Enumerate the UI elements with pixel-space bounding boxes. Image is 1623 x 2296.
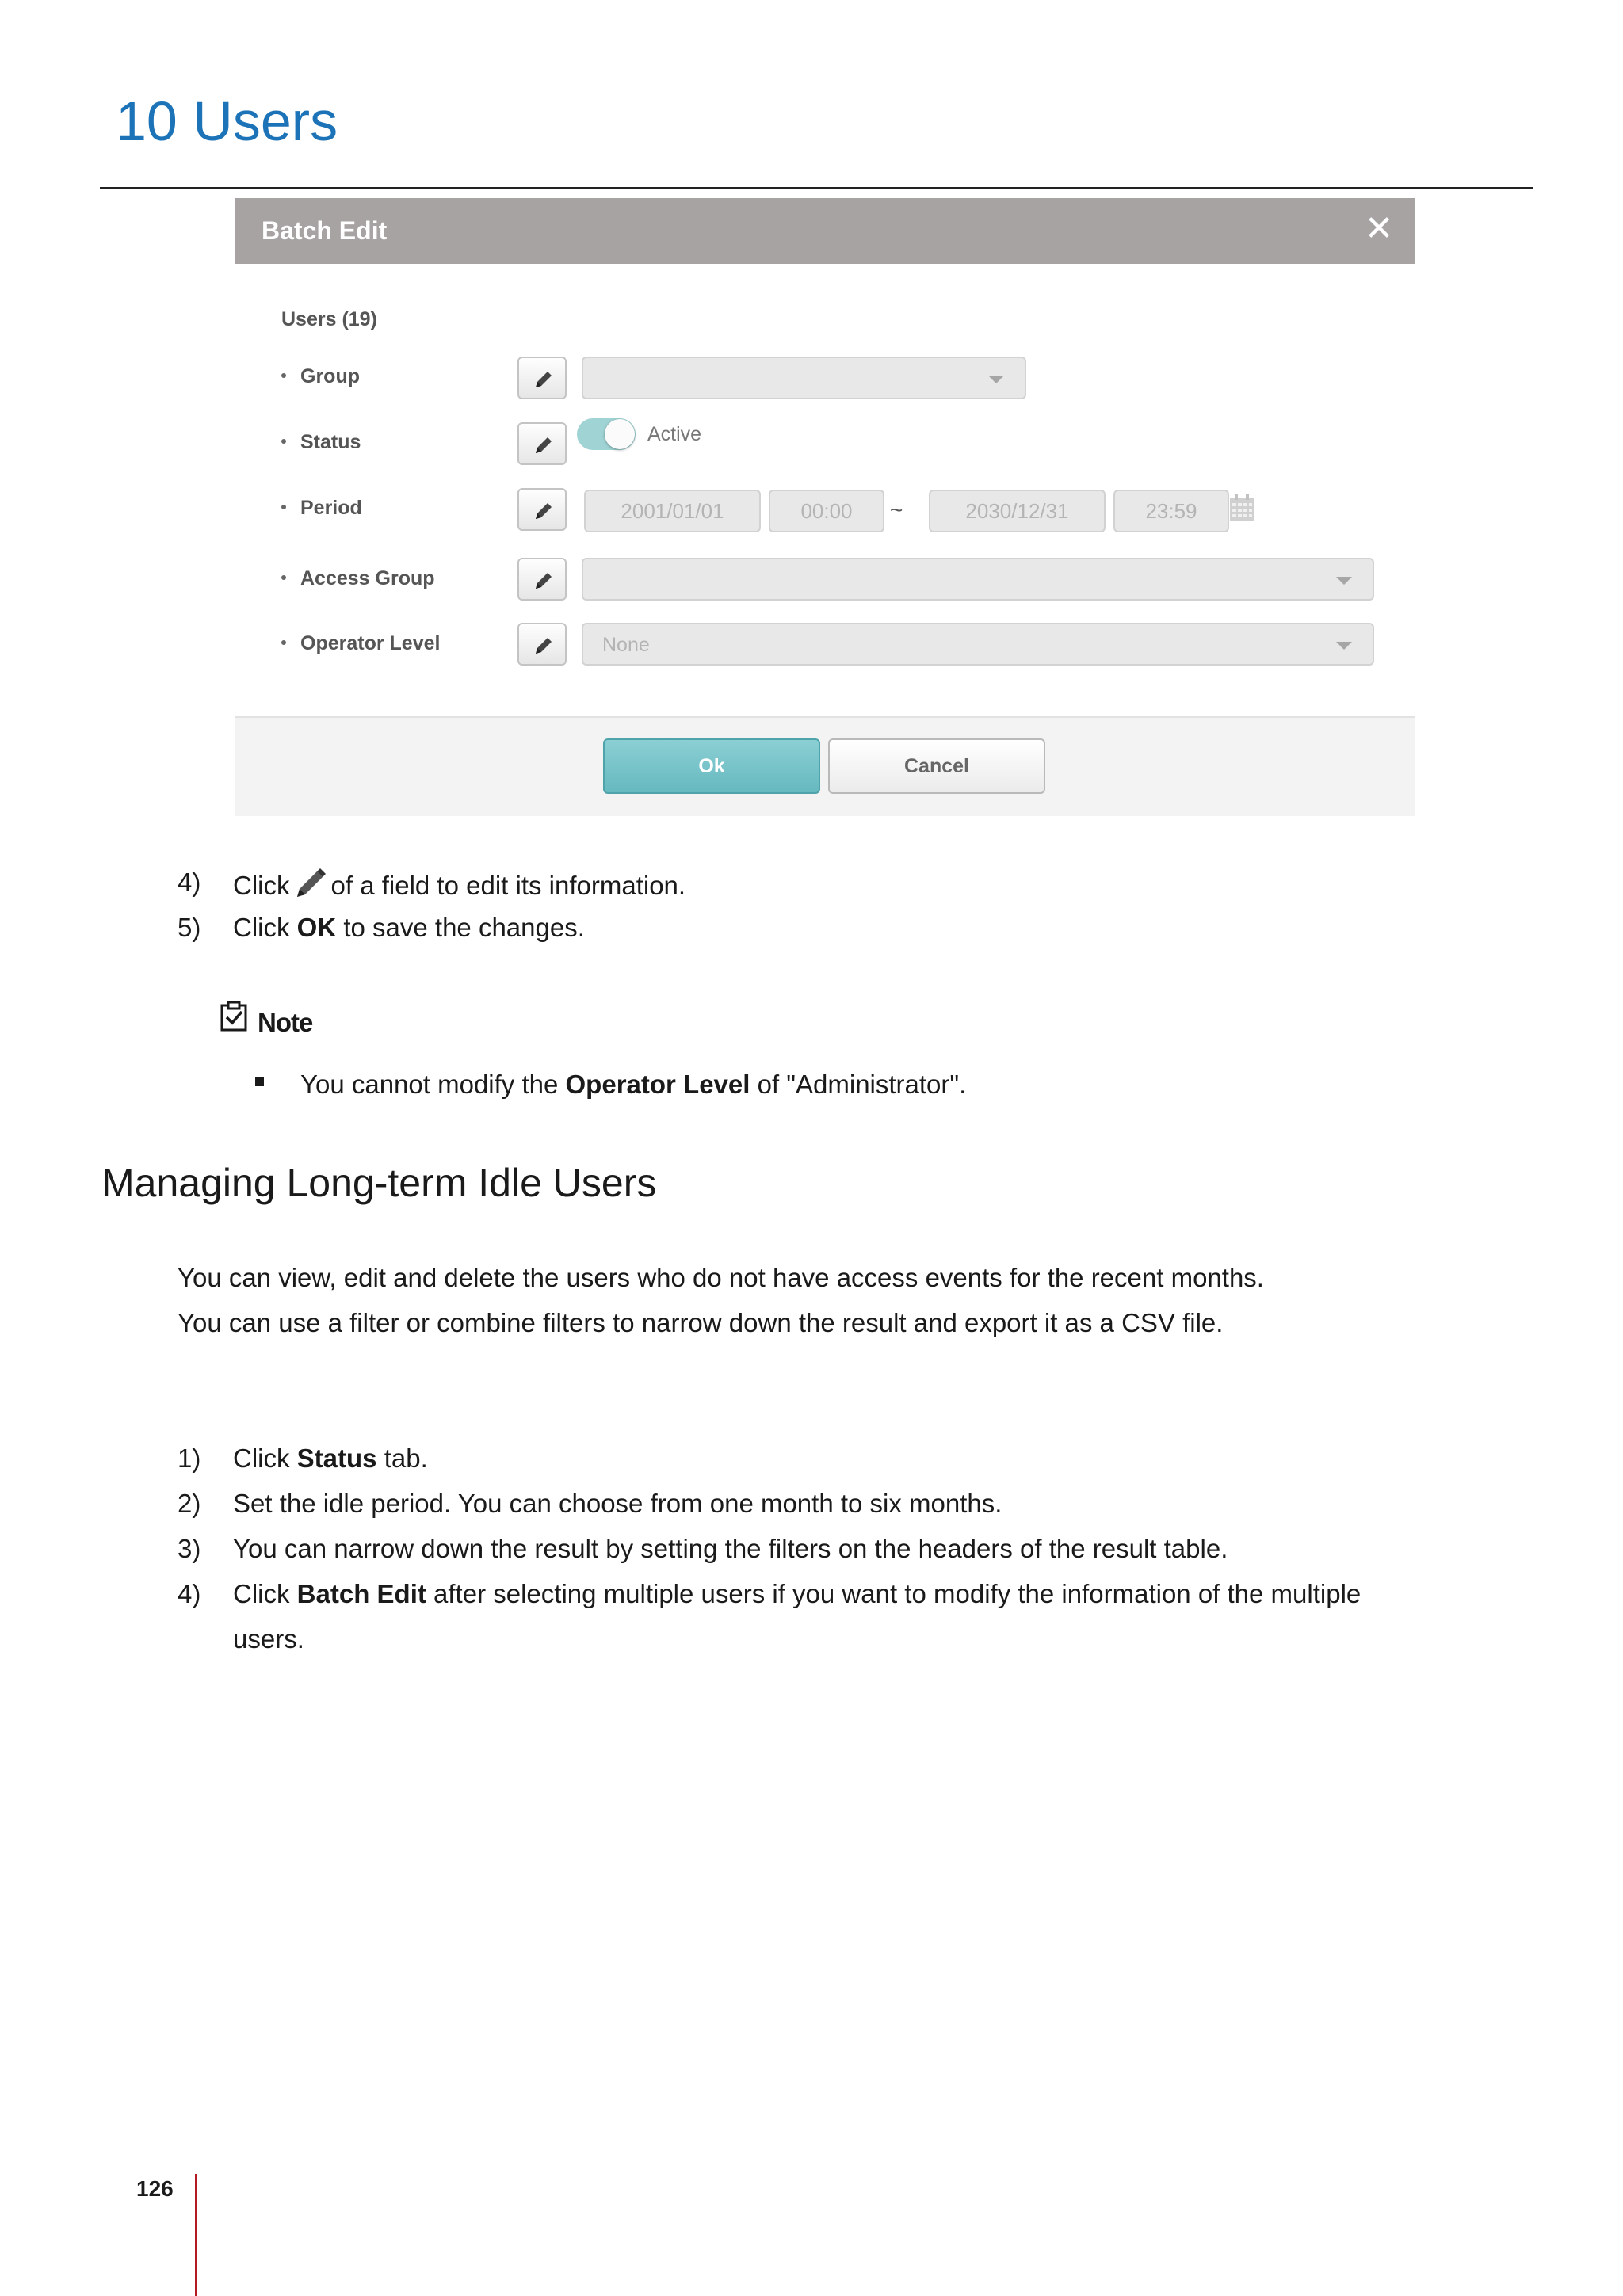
- checklist-icon: [220, 1001, 247, 1032]
- group-select[interactable]: [582, 357, 1026, 399]
- edit-status-button[interactable]: [517, 422, 567, 465]
- users-count: Users (19): [281, 308, 377, 330]
- chevron-down-icon: [1336, 642, 1352, 650]
- step-text: [233, 913, 585, 943]
- bullet-dot: [281, 505, 286, 509]
- step-number: 4): [178, 868, 201, 897]
- field-label-text: Group: [300, 365, 360, 387]
- dialog-title: Batch Edit: [262, 216, 388, 245]
- bullet-dot: [281, 640, 286, 645]
- step-text-part: Click: [233, 913, 290, 942]
- field-label-status: [281, 431, 361, 454]
- field-label-group: [281, 365, 360, 388]
- edit-period-button[interactable]: [517, 488, 567, 531]
- edit-operator-level-button[interactable]: [517, 623, 567, 666]
- chevron-down-icon: [988, 376, 1004, 383]
- field-label-text: Operator Level: [300, 632, 441, 654]
- step-text-bold: Batch Edit: [296, 1579, 426, 1608]
- chapter-title: 10 Users: [116, 90, 338, 152]
- start-time-field[interactable]: 00:00: [769, 490, 884, 532]
- bullet-dot: [281, 373, 286, 378]
- calendar-icon[interactable]: [1229, 494, 1254, 521]
- field-label-text: Access Group: [300, 567, 435, 589]
- step-text-bold: Status: [296, 1444, 377, 1473]
- step-text: [233, 1444, 428, 1474]
- end-date-field[interactable]: 2030/12/31: [929, 490, 1106, 532]
- step-text-continued: users.: [233, 1624, 304, 1653]
- paragraph: You can use a filter or combine filters to narrow down the result and export it as a CSV file.: [178, 1308, 1224, 1337]
- field-label-text: Status: [300, 431, 361, 453]
- step-text: You can narrow down the result by setting the filters on the headers of the result table.: [233, 1534, 1228, 1563]
- field-label-operator-level: [281, 632, 440, 655]
- pencil-icon: [533, 570, 555, 592]
- header-rule: [100, 187, 1533, 189]
- end-time-field[interactable]: 23:59: [1113, 490, 1229, 532]
- chevron-down-icon: [1336, 577, 1352, 585]
- step-text-part: tab.: [384, 1444, 428, 1473]
- step-text: [233, 868, 685, 901]
- step-text-part: to save the changes.: [343, 913, 585, 942]
- step-number: 1): [178, 1444, 201, 1473]
- step-text-part: Click: [233, 1444, 290, 1473]
- step-number: 4): [178, 1579, 201, 1608]
- note-text-part: of "Administrator".: [757, 1070, 967, 1099]
- step-text-part: after selecting multiple users if you want to modify the information of the multiple: [433, 1579, 1361, 1608]
- period-separator: ~: [890, 498, 903, 522]
- note-text-part: You cannot modify the: [300, 1070, 559, 1099]
- batch-edit-dialog: [235, 198, 1415, 814]
- toggle-knob: [605, 419, 635, 449]
- dialog-title-bar: [235, 198, 1415, 264]
- step-text-part: Click: [233, 1579, 290, 1608]
- step-text-part: Click: [233, 871, 290, 900]
- footer-rule: [195, 2174, 197, 2296]
- operator-level-value: None: [602, 634, 650, 656]
- pencil-icon: [533, 434, 555, 456]
- note-label: Note: [258, 1008, 313, 1037]
- pencil-icon: [533, 635, 555, 657]
- page-number: 126: [136, 2176, 174, 2201]
- pencil-icon: [533, 368, 555, 391]
- step-number: 3): [178, 1534, 201, 1563]
- close-icon[interactable]: ✕: [1364, 209, 1394, 248]
- bullet-dot: [281, 575, 286, 580]
- pencil-icon: [295, 868, 327, 899]
- field-label-period: [281, 497, 362, 520]
- bullet-square: [255, 1077, 264, 1086]
- step-number: 2): [178, 1489, 201, 1518]
- note-text-bold: Operator Level: [565, 1070, 750, 1099]
- bullet-dot: [281, 439, 286, 444]
- field-label-text: Period: [300, 497, 362, 519]
- field-label-access-group: [281, 567, 435, 590]
- access-group-select[interactable]: [582, 558, 1374, 601]
- note-text: [300, 1070, 966, 1100]
- edit-access-group-button[interactable]: [517, 558, 567, 601]
- step-number: 5): [178, 913, 201, 942]
- status-toggle[interactable]: [577, 418, 636, 450]
- section-title: Managing Long-term Idle Users: [101, 1161, 657, 1205]
- operator-level-select[interactable]: [582, 623, 1374, 666]
- paragraph: You can view, edit and delete the users who do not have access events for the recent months.: [178, 1263, 1264, 1292]
- ok-button[interactable]: Ok: [603, 738, 820, 794]
- edit-group-button[interactable]: [517, 357, 567, 399]
- pencil-icon: [533, 500, 555, 522]
- cancel-button[interactable]: Cancel: [828, 738, 1045, 794]
- status-toggle-label: Active: [647, 423, 702, 445]
- start-date-field[interactable]: 2001/01/01: [584, 490, 761, 532]
- step-text-bold: OK: [296, 913, 337, 942]
- step-text: Set the idle period. You can choose from one month to six months.: [233, 1489, 1002, 1518]
- step-text-part: of a field to edit its information.: [330, 871, 686, 900]
- step-text: [233, 1579, 1361, 1609]
- dialog-footer: [235, 716, 1415, 816]
